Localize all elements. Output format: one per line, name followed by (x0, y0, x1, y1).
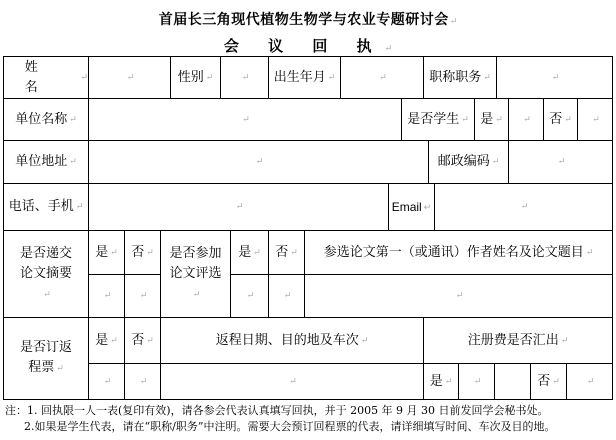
email-field[interactable]: ↵ (520, 202, 529, 212)
name-field[interactable]: ↵ (126, 72, 135, 83)
student-yes-label: 是 ↵ (480, 111, 503, 127)
fee-remitted-label: 注册费是否汇出 ↵ (467, 332, 569, 348)
is-student-label: 是否学生 ↵ (407, 111, 469, 127)
submit-no-label: 否 ↵ (131, 244, 154, 260)
form-subtitle: 会 议 回 执↵ (223, 37, 393, 55)
gender-label: 性别 ↵ (177, 69, 214, 85)
review-yes-box[interactable]: ↵ (246, 291, 255, 301)
job-title-field[interactable]: ↵ (551, 72, 560, 83)
review-no-label: 否 ↵ (275, 244, 298, 260)
unit-name-label: 单位名称 ↵ (15, 111, 77, 127)
footnote-2: 2.如果是学生代表，请在“职称/职务”中注明。需要大会预订回程票的代表，请详细填写时间、车次及目的地。 (24, 420, 556, 433)
fee-no-box[interactable]: ↵ (586, 376, 595, 387)
submit-yes-label: 是 ↵ (95, 244, 118, 260)
fee-no-spacer (495, 364, 530, 399)
footnote-1: 注：1. 回执限一人一表(复印有效)，请各参会代表认真填写回执，并于 2005 年 9 月 30 日前发回学会秘书处。 (5, 404, 549, 417)
postal-code-label: 邮政编码 ↵ (437, 154, 500, 169)
review-no-box[interactable]: ↵ (283, 291, 292, 301)
gender-field[interactable]: ↵ (241, 72, 250, 83)
unit-name-field[interactable]: ↵ (242, 114, 250, 125)
submit-no-box[interactable]: ↵ (139, 291, 148, 301)
birth-field[interactable]: ↵ (379, 72, 387, 83)
ticket-no-box[interactable]: ↵ (139, 376, 148, 387)
name-label: 姓 名 ↵ (24, 59, 88, 95)
ticket-no-label: 否 ↵ (131, 332, 154, 348)
return-info-field[interactable]: ↵ (289, 376, 297, 387)
unit-address-field[interactable]: ↵ (255, 157, 264, 167)
email-label: Email ↵ (391, 200, 432, 214)
student-no-box[interactable]: ↵ (592, 114, 600, 125)
fee-yes-box[interactable]: ↵ (473, 376, 482, 387)
student-yes-box[interactable]: ↵ (523, 114, 531, 125)
paper-info-label: 参选论文第一（或通讯）作者姓名及论文题目 ↵ (323, 244, 594, 260)
postal-code-field[interactable]: ↵ (557, 157, 566, 167)
join-review-label: 是否参加论文评选↵ (169, 245, 222, 300)
submit-yes-box[interactable]: ↵ (103, 291, 112, 301)
ticket-yes-box[interactable]: ↵ (103, 376, 112, 387)
job-title-label: 职称职务 ↵ (429, 69, 491, 85)
birth-label: 出生年月 ↵ (273, 69, 336, 85)
phone-field[interactable]: ↵ (235, 202, 244, 212)
review-yes-label: 是 ↵ (238, 244, 261, 260)
form-title: 首届长三角现代植物生物学与农业专题研讨会↵ (158, 12, 458, 28)
return-info-label: 返程日期、目的地及车次 ↵ (215, 332, 369, 348)
ticket-yes-label: 是 ↵ (95, 332, 118, 348)
paper-info-field[interactable]: ↵ (455, 291, 464, 301)
student-no-label: 否 ↵ (549, 111, 572, 127)
submit-paper-label: 是否递交论文摘要↵ (19, 245, 72, 300)
phone-label: 电话、手机 ↵ (8, 199, 84, 214)
fee-yes-label: 是 ↵ (429, 373, 453, 389)
unit-address-label: 单位地址 ↵ (15, 154, 77, 169)
fee-no-label: 否 ↵ (537, 373, 560, 389)
book-ticket-label: 是否订返程票 ↵ (19, 340, 72, 375)
